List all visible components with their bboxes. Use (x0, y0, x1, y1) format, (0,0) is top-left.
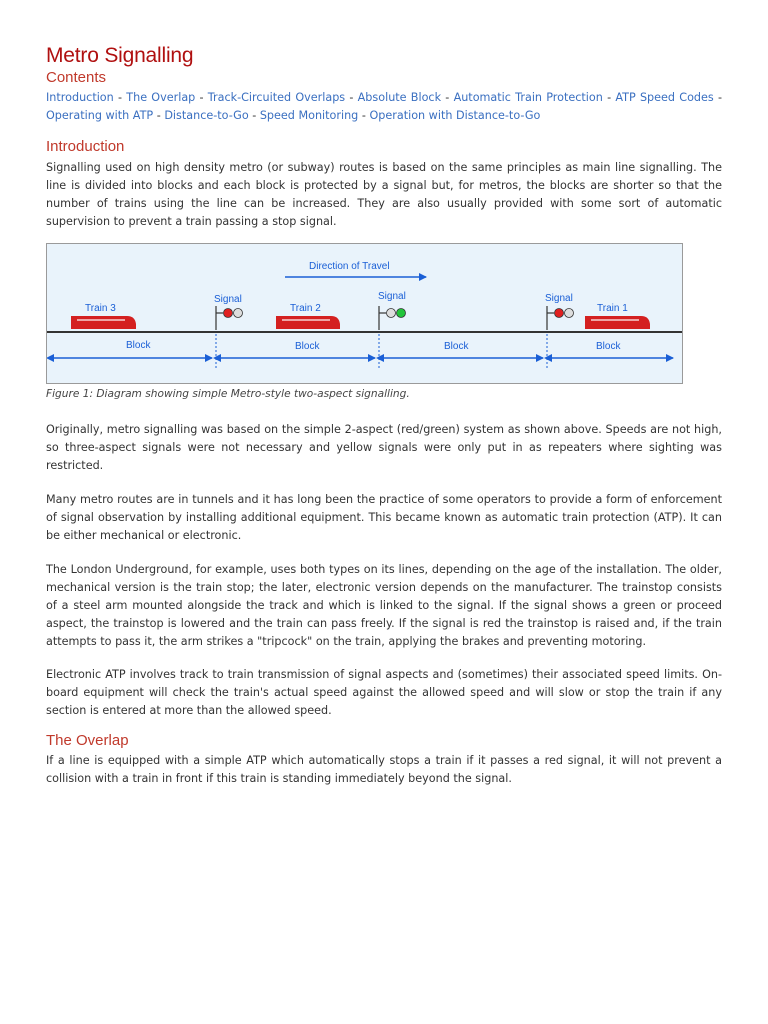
train-1-window-strip (591, 319, 639, 321)
train-1-body (585, 316, 650, 329)
toc-separator: - (113, 91, 127, 104)
signal-3-green-lamp (565, 309, 574, 318)
introduction-paragraph-1: Signalling used on high density metro (or subway) routes is based on the same principles as main line signalling. The line is divided into blocks and each block is protected by a signal but, for metros, the blocks are shorter so that the number of trains using the line can be increased. They are also usually provided with some sort of automatic supervision to prevent a train passing a stop signal. (46, 161, 722, 228)
block-1-label: Block (126, 340, 151, 351)
introduction-heading: Introduction (46, 138, 125, 155)
signal-2 (378, 291, 406, 330)
signalling-diagram (46, 243, 683, 384)
toc-separator: - (358, 109, 370, 122)
direction-of-travel-label: Direction of Travel (309, 261, 390, 272)
toc-separator: - (441, 91, 454, 104)
block-4-label: Block (596, 341, 621, 352)
figure-caption: Figure 1: Diagram showing simple Metro-style two-aspect signalling. (46, 388, 410, 400)
block-2-label: Block (295, 341, 320, 352)
overlap-paragraph-1: If a line is equipped with a simple ATP which automatically stops a train if it passes a red signal, it will not prevent a collision with a train in front if this train is standing immediately beyond the signal. (46, 754, 722, 785)
train-1 (585, 303, 650, 329)
toc-link-distance-to-go[interactable]: Distance-to-Go (164, 109, 249, 122)
signal-1 (214, 294, 243, 330)
toc-link-speed-monitoring[interactable]: Speed Monitoring (259, 109, 359, 122)
train-2 (276, 303, 340, 329)
signal-2-green-lamp (397, 309, 406, 318)
toc-separator: - (153, 109, 165, 122)
toc-separator: - (713, 91, 723, 104)
toc-link-introduction[interactable]: Introduction (46, 91, 114, 104)
toc-separator: - (345, 91, 358, 104)
toc-link-atp-speed-codes[interactable]: ATP Speed Codes (615, 91, 714, 104)
toc-link-overlap[interactable]: The Overlap (126, 91, 196, 104)
toc-link-track-circuited-overlaps[interactable]: Track-Circuited Overlaps (207, 91, 346, 104)
signal-1-red-lamp (224, 309, 233, 318)
introduction-paragraph-4: The London Underground, for example, uses both types on its lines, depending on the age of the installation. The older, mechanical version is the train stop; the later, electronic version depends on the manufacturer. The trainstop consists of a steel arm mounted alongside the track and which is linked to the signal. If the signal shows a green or proceed aspect, the trainstop is lowered and the train can pass freely. If the signal is red the trainstop is raised and, if the train attempts to pass it, the arm strikes a "tripcock" on the train, applying the brakes and preventing motoring. (46, 563, 722, 648)
overlap-heading: The Overlap (46, 732, 129, 749)
signal-3-red-lamp (555, 309, 564, 318)
toc-link-absolute-block[interactable]: Absolute Block (357, 91, 442, 104)
train-1-label: Train 1 (597, 303, 628, 314)
signal-2-label: Signal (378, 291, 406, 302)
train-3-body (71, 316, 136, 329)
signal-2-red-lamp (387, 309, 396, 318)
signal-3-label: Signal (545, 293, 573, 304)
block-3-label: Block (444, 341, 469, 352)
train-3-window-strip (77, 319, 125, 321)
toc-separator: - (195, 91, 208, 104)
contents-heading: Contents (46, 69, 107, 86)
train-2-label: Train 2 (290, 303, 321, 314)
toc-separator: - (248, 109, 260, 122)
introduction-paragraph-5: Electronic ATP involves track to train transmission of signal aspects and (sometimes) their associated speed limits. On-board equipment will check the train's actual speed against the allowed speed and will slow or stop the train if any section is entered at more than the allowed speed. (46, 668, 722, 717)
toc-link-operation-with-distance-to-go[interactable]: Operation with Distance-to-Go (369, 109, 541, 122)
train-2-window-strip (282, 319, 330, 321)
introduction-paragraph-2: Originally, metro signalling was based on the simple 2-aspect (red/green) system as shown above. Speeds are not high, so three-aspect signals were not necessary and yellow signals were only put in as repeaters where sighting was restricted. (46, 423, 722, 472)
table-of-contents (46, 89, 722, 125)
toc-link-automatic-train-protection[interactable]: Automatic Train Protection (453, 91, 603, 104)
train-2-body (276, 316, 340, 329)
signal-1-green-lamp (234, 309, 243, 318)
toc-separator: - (602, 91, 616, 104)
train-3 (71, 303, 136, 329)
train-3-label: Train 3 (85, 303, 116, 314)
signal-3 (545, 293, 574, 330)
page-title: Metro Signalling (46, 44, 194, 67)
toc-link-operating-with-atp[interactable]: Operating with ATP (46, 109, 154, 122)
signal-1-label: Signal (214, 294, 242, 305)
introduction-paragraph-3: Many metro routes are in tunnels and it has long been the practice of some operators to provide a form of enforcement of signal observation by installing additional equipment. This became known as automatic train protection (ATP). It can be either mechanical or electronic. (46, 493, 722, 542)
diagram-svg (47, 244, 682, 383)
